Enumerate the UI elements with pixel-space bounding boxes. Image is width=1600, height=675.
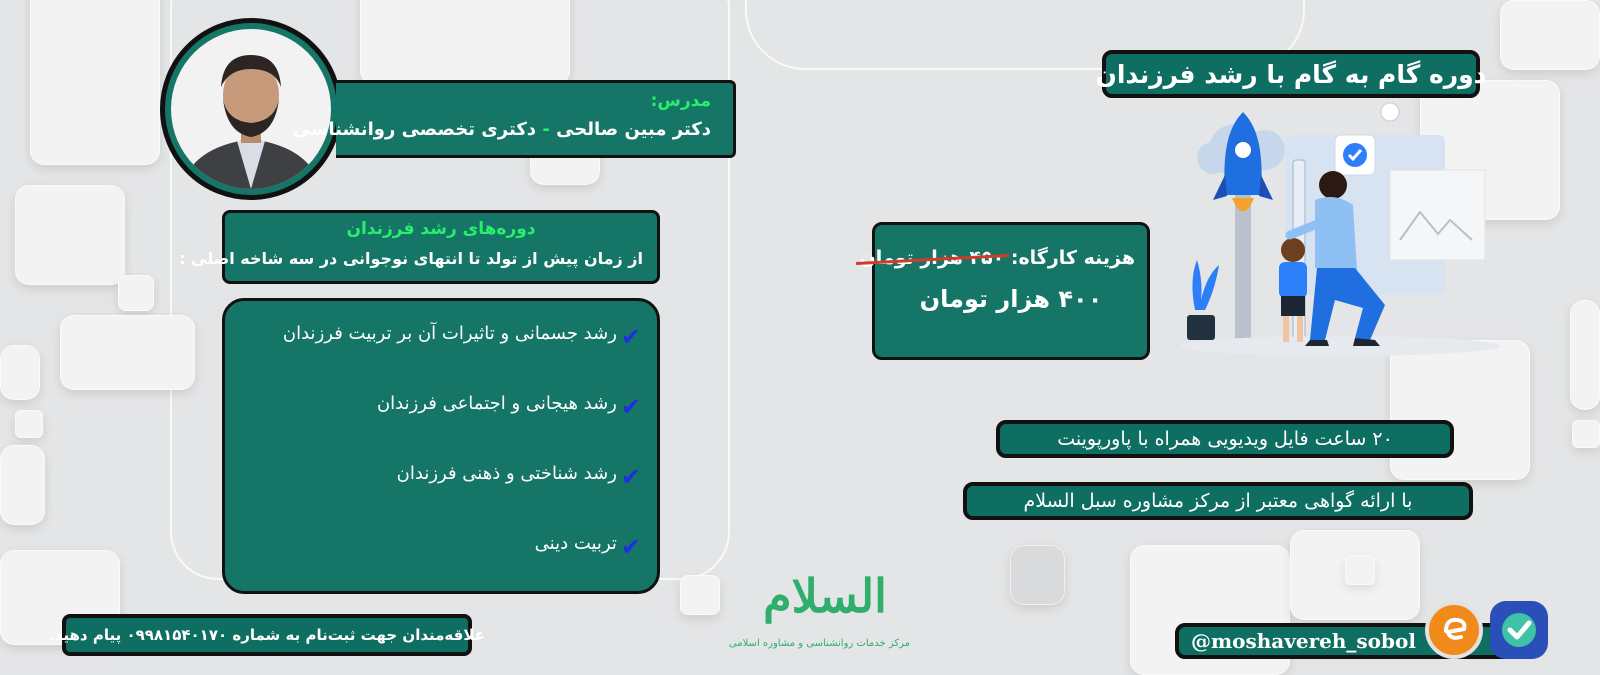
registration-text: علاقه‌مندان جهت ثبت‌نام به شماره ۰۹۹۸۱۵۴۰۱۷۰ پیام دهید. [49, 626, 485, 644]
overview-box [179, 210, 660, 284]
plant-icon [1192, 260, 1219, 310]
topic-item [235, 533, 641, 583]
plant-pot [1187, 315, 1215, 340]
child-growth-illustration [1175, 100, 1505, 365]
child-leg [1283, 316, 1289, 342]
old-price: ۴۵۰ هزار تومان [859, 247, 1005, 269]
price-line [859, 247, 1135, 269]
child-shirt [1279, 262, 1307, 298]
bg-tile [60, 315, 195, 390]
topic-label: تربیت دینی [534, 533, 617, 554]
price-box [859, 222, 1150, 360]
bg-tile [1572, 420, 1600, 448]
topic-label: رشد جسمانی و تاثیرات آن بر تربیت فرزندان [282, 323, 617, 344]
illustration-cloud [1197, 142, 1229, 174]
bg-tile [118, 275, 154, 311]
clock-icon [1381, 103, 1399, 121]
instructor-separator: - [542, 119, 550, 140]
bg-tile [15, 410, 43, 438]
instructor-photo [171, 29, 331, 189]
logo-caption: مرکز خدمات روانشناسی و مشاوره اسلامی [728, 638, 910, 649]
instructor-photo-frame [160, 18, 342, 200]
bg-tile [30, 0, 160, 165]
instructor-box [292, 80, 736, 158]
instructor-info [292, 119, 711, 140]
ground-shadow [1180, 336, 1500, 356]
bg-tile [15, 185, 125, 285]
course-title: دوره گام به گام با رشد فرزندان [1095, 59, 1487, 89]
check-icon: ✔ [620, 323, 641, 351]
rocket-trail [1235, 190, 1251, 340]
feature-text: با ارائه گواهی معتبر از مرکز مشاوره سبل السلام [1023, 490, 1413, 512]
course-title-banner [1095, 50, 1487, 98]
topics-list [222, 298, 660, 594]
instructor-degree: دکتری تخصصی روانشناسی [292, 119, 537, 140]
instructor-name: دکتر مبین صالحی [556, 119, 711, 140]
check-icon: ✔ [620, 463, 641, 491]
social-handle: @moshavereh_sobol [1191, 629, 1416, 653]
bale-icon [1490, 601, 1548, 659]
overview-subtitle: از زمان پیش از تولد تا انتهای نوجوانی در سه شاخه اصلی : [179, 249, 643, 268]
bale-glyph [1499, 610, 1539, 650]
drawing-board [1390, 170, 1485, 260]
check-icon: ✔ [620, 533, 641, 561]
bg-tile [1010, 545, 1065, 605]
overview-title: دوره‌های رشد فرزندان [346, 219, 536, 239]
bg-tile [360, 0, 570, 85]
feature-video-hours [996, 420, 1454, 458]
eitaa-glyph [1437, 613, 1471, 647]
child-shorts [1281, 296, 1305, 316]
feature-text: ۲۰ ساعت فایل ویدیویی همراه با پاورپوینت [1057, 428, 1393, 450]
logo-wordmark: السلام [763, 569, 887, 623]
check-icon: ✔ [620, 393, 641, 421]
father-head [1319, 171, 1347, 199]
topic-item [235, 463, 641, 533]
eitaa-icon [1425, 601, 1483, 659]
bg-tile [1570, 300, 1600, 410]
bg-tile [1345, 555, 1375, 585]
bg-tile [1500, 0, 1600, 70]
organization-logo [728, 560, 910, 665]
rocket-window [1235, 142, 1251, 158]
registration-banner [49, 614, 485, 656]
topic-item [235, 393, 641, 463]
child-head [1281, 238, 1305, 262]
feature-certificate [963, 482, 1473, 520]
instructor-label: مدرس: [650, 91, 711, 111]
bg-tile [0, 345, 40, 400]
price-label: هزینه کارگاه: [1010, 247, 1135, 269]
topic-label: رشد شناختی و ذهنی فرزندان [396, 463, 617, 484]
child-leg [1297, 316, 1303, 342]
bg-tile [680, 575, 720, 615]
father-shirt [1315, 197, 1357, 270]
new-price: ۴۰۰ هزار تومان [919, 285, 1103, 313]
topic-label: رشد هیجانی و اجتماعی فرزندان [376, 393, 617, 414]
bg-tile [0, 445, 45, 525]
topic-item [235, 323, 641, 393]
